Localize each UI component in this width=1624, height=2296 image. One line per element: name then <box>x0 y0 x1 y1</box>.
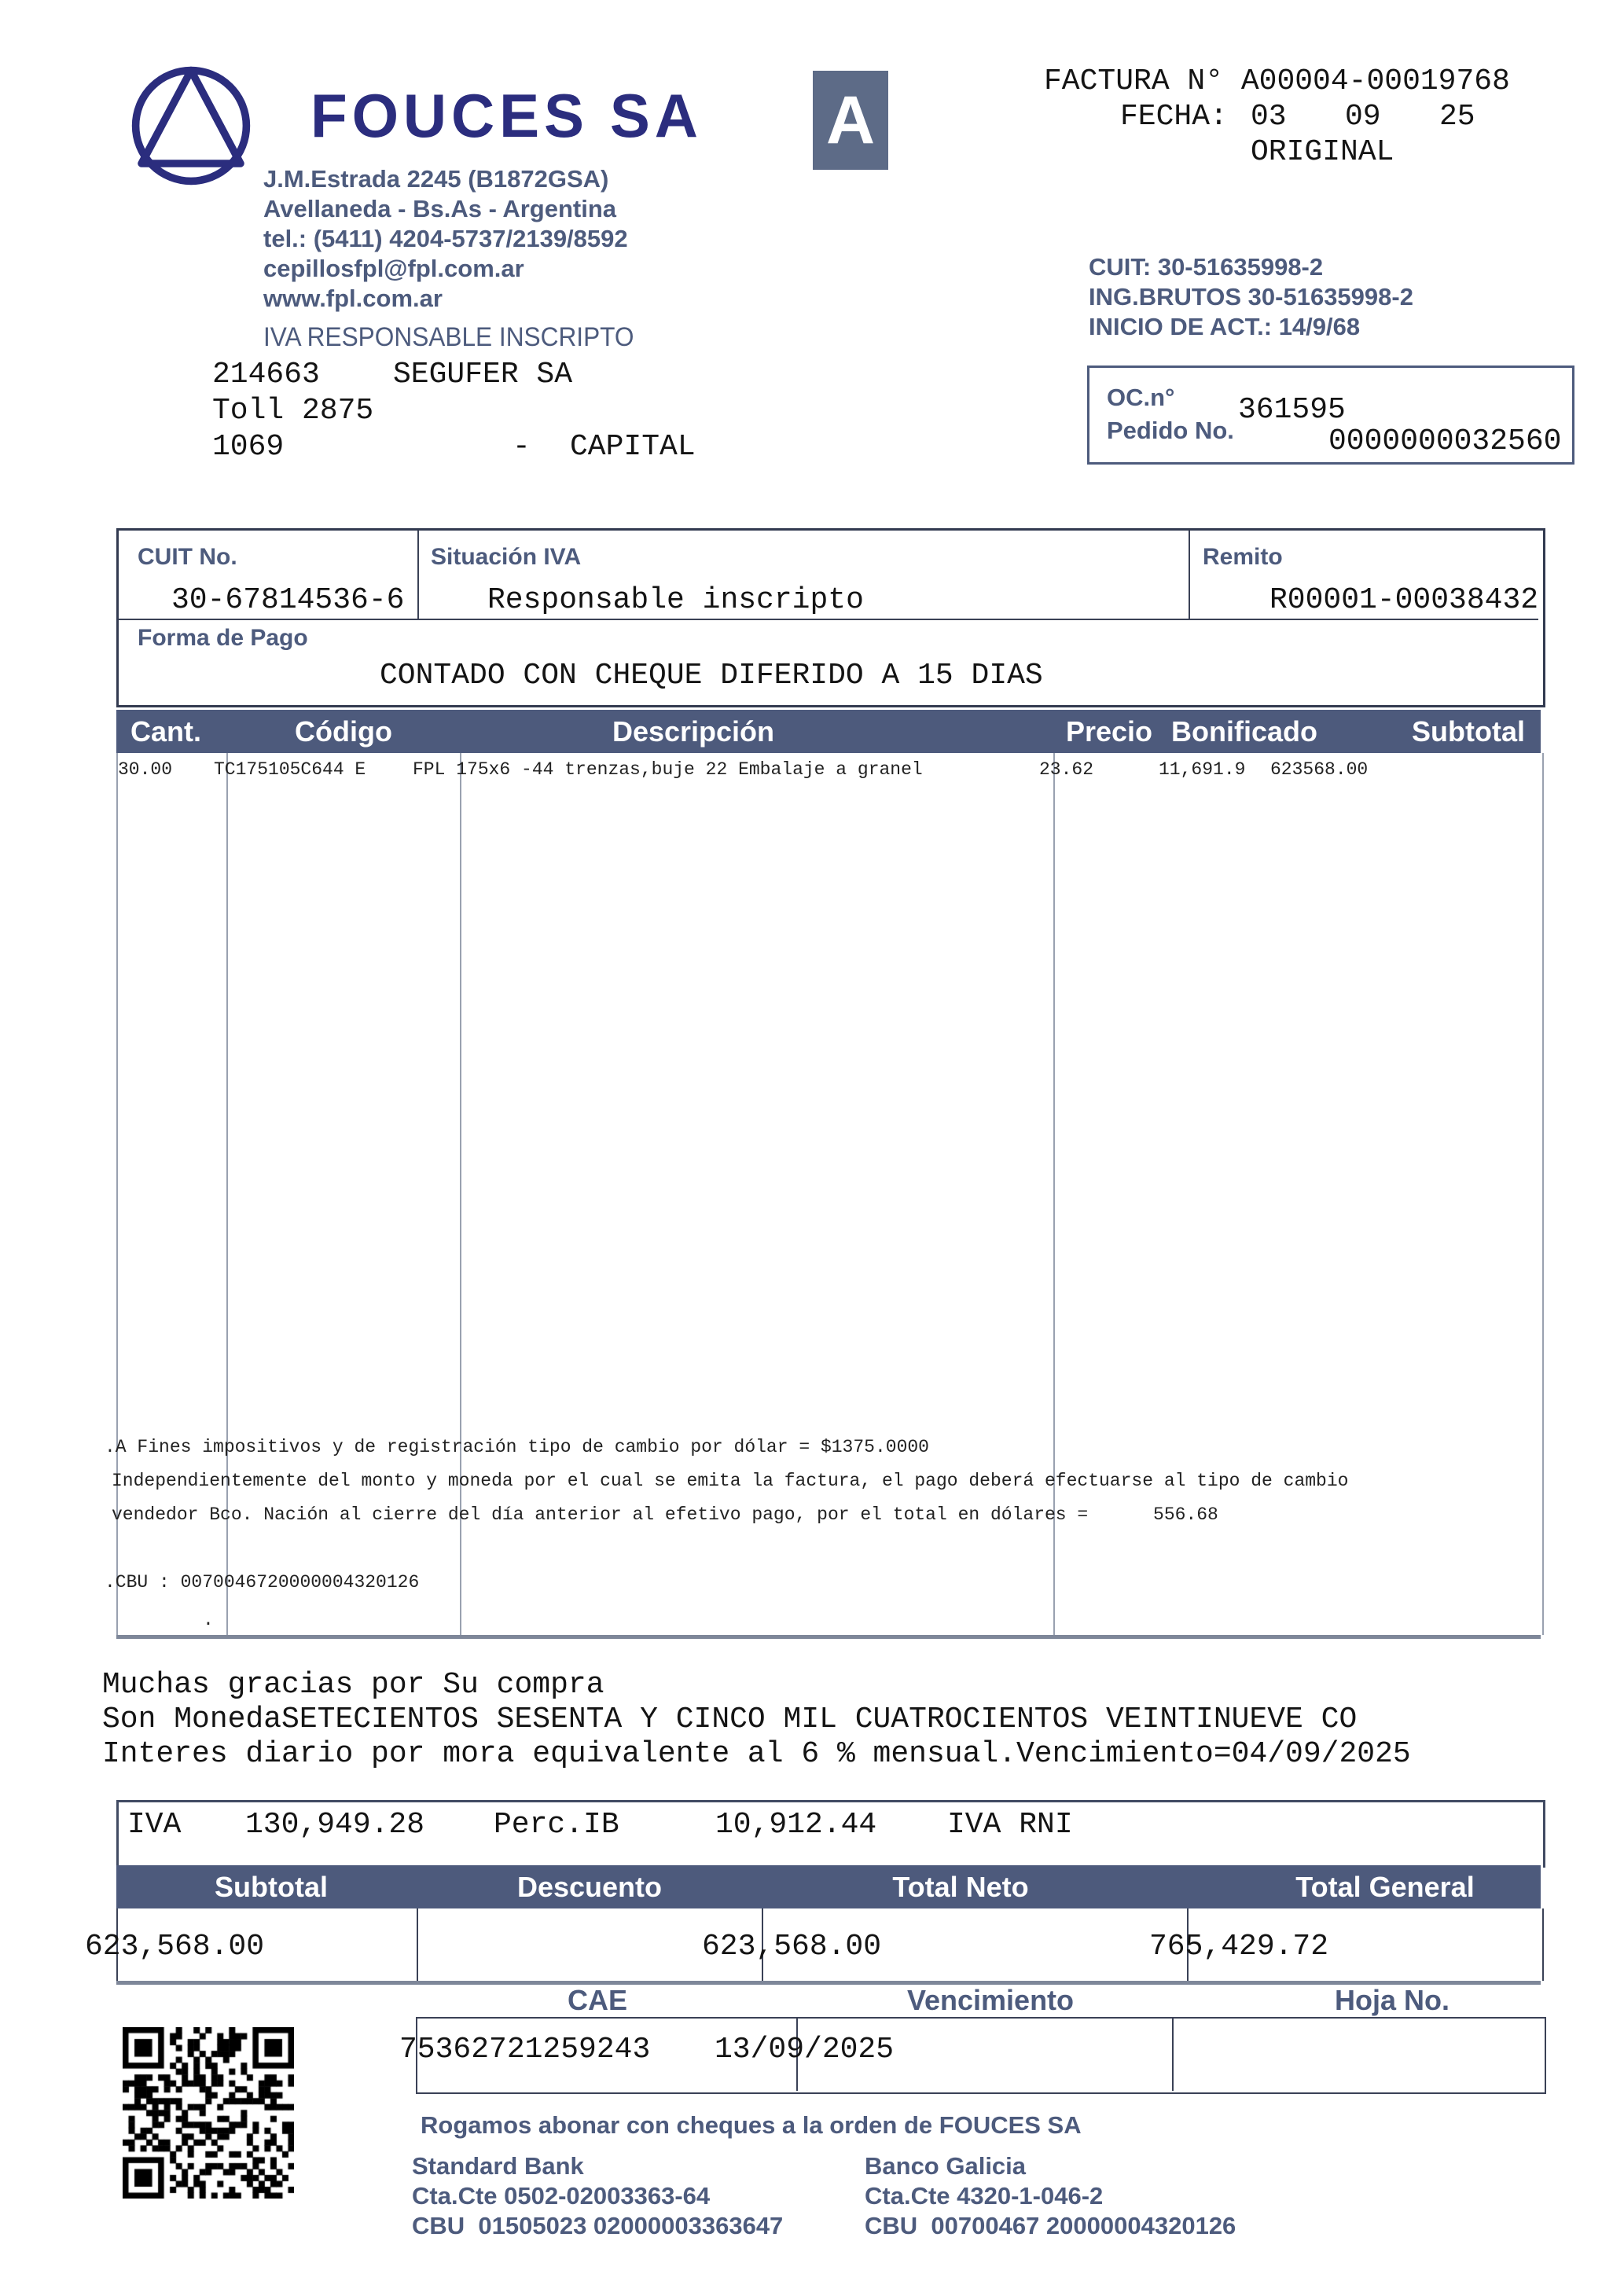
invoice-number-line: FACTURA N° A00004-00019768 <box>1044 64 1510 98</box>
cae-header: CAE <box>567 1984 628 2016</box>
company-ing-brutos-line: ING.BRUTOS 30-51635998-2 <box>1089 283 1413 310</box>
company-name: FOUCES SA <box>310 81 703 150</box>
pedido-label: Pedido No. <box>1107 417 1234 444</box>
customer-street: Toll 2875 <box>212 394 374 428</box>
iva-rni-label: IVA RNI <box>947 1808 1073 1842</box>
totals-bottom-border <box>116 1981 1541 1985</box>
items-header-cant: Cant. <box>130 715 201 748</box>
pay-note: Rogamos abonar con cheques a la orden de FOUCES SA <box>421 2111 1082 2139</box>
perc-ib-label: Perc.IB <box>494 1808 619 1842</box>
amount-in-words: Son MonedaSETECIENTOS SESENTA Y CINCO MIL CUATROCIENTOS VEINTINUEVE CO <box>102 1703 1358 1736</box>
vencimiento-value: 13/09/2025 <box>715 2033 895 2066</box>
remito-label: Remito <box>1203 544 1283 570</box>
note-payment-terms-1: Independientemente del monto y moneda por el cual se emita la factura, el pago deberá efectuarse al tipo de cambio <box>112 1471 1349 1491</box>
situacion-iva-label: Situación IVA <box>431 544 582 570</box>
qr-code <box>123 2027 294 2199</box>
note-exchange-rate: .A Fines impositivos y de registración tipo de cambio por dólar = $1375.0000 <box>105 1437 929 1457</box>
note-payment-terms-2: vendedor Bco. Nación al cierre del día anterior al efetivo pago, por el total en dólares = 556.68 <box>112 1504 1218 1525</box>
items-header-precio: Precio <box>1065 715 1153 748</box>
forma-de-pago-label: Forma de Pago <box>138 625 308 651</box>
cae-value: 75362721259243 <box>399 2033 651 2066</box>
info-table-divider <box>417 531 419 619</box>
totals-column-divider <box>417 1908 418 1981</box>
company-cuit-line: CUIT: 30-51635998-2 <box>1089 253 1324 281</box>
customer-zip: 1069 <box>212 430 285 464</box>
items-body-box <box>116 753 1544 1635</box>
bank-name: Banco Galicia <box>865 2152 1027 2180</box>
vencimiento-header: Vencimiento <box>906 1984 1075 2016</box>
invoice-date-label: FECHA: <box>1120 100 1228 134</box>
items-column-divider <box>226 753 228 1635</box>
hoja-no-header: Hoja No. <box>1334 1984 1450 2016</box>
bank-account: Cta.Cte 4320-1-046-2 <box>865 2182 1104 2210</box>
item-codigo: TC175105C644 E <box>214 759 366 780</box>
invoice-letter-badge: A <box>813 71 888 170</box>
item-cant: 30.00 <box>118 759 173 780</box>
item-descripcion: FPL 175x6 -44 trenzas,buje 22 Embalaje a granel <box>413 759 923 780</box>
customer-city: CAPITAL <box>570 430 696 464</box>
totals-header-subtotal: Subtotal <box>215 1871 328 1903</box>
bank-cbu: CBU 00700467 20000004320126 <box>865 2212 1236 2239</box>
iva-label: IVA <box>127 1808 182 1842</box>
items-bottom-border <box>116 1635 1541 1639</box>
totals-header-total-general: Total General <box>1295 1871 1475 1903</box>
invoice-date-year: 25 <box>1439 100 1475 134</box>
totals-total-general-value: 765,429.72 <box>1149 1930 1329 1964</box>
company-inicio-act-line: INICIO DE ACT.: 14/9/68 <box>1089 313 1361 340</box>
customer-code: 214663 <box>212 358 320 391</box>
note-dot: . <box>203 1610 214 1630</box>
items-column-divider <box>1053 753 1055 1635</box>
company-email-line: cepillosfpl@fpl.com.ar <box>263 255 524 282</box>
totals-total-neto-value: 623,568.00 <box>702 1930 882 1964</box>
totals-header-descuento: Descuento <box>516 1871 663 1903</box>
info-table-row-divider <box>119 619 1538 620</box>
cuit-no-label: CUIT No. <box>138 544 237 570</box>
logo-circle-triangle-icon <box>128 63 254 189</box>
invoice-copy-type: ORIGINAL <box>1251 135 1394 169</box>
company-address-line: Avellaneda - Bs.As - Argentina <box>263 195 617 222</box>
item-subtotal: 623568.00 <box>1270 759 1369 780</box>
invoice-date-day: 03 <box>1251 100 1287 134</box>
oc-value: 361595 <box>1238 393 1346 427</box>
customer-name: SEGUFER SA <box>393 358 573 391</box>
bank-account: Cta.Cte 0502-02003363-64 <box>412 2182 711 2210</box>
interest-notice: Interes diario por mora equivalente al 6 % mensual.Vencimiento=04/09/2025 <box>102 1737 1411 1771</box>
totals-subtotal-value: 623,568.00 <box>85 1930 265 1964</box>
pedido-value: 0000000032560 <box>1328 424 1562 458</box>
items-header-subtotal: Subtotal <box>1412 715 1525 748</box>
items-header-codigo: Código <box>295 715 392 748</box>
customer-separator: - <box>513 430 531 464</box>
cae-column-divider <box>1172 2017 1174 2091</box>
remito-value: R00001-00038432 <box>1269 583 1539 617</box>
items-header-descripcion: Descripción <box>612 715 775 748</box>
company-phone-line: tel.: (5411) 4204-5737/2139/8592 <box>263 225 628 252</box>
item-bonificado: 11,691.9 <box>1159 759 1246 780</box>
items-column-divider <box>460 753 461 1635</box>
bank-name: Standard Bank <box>412 2152 584 2180</box>
iva-value: 130,949.28 <box>245 1808 425 1842</box>
company-address-line: J.M.Estrada 2245 (B1872GSA) <box>263 165 609 193</box>
company-iva-status: IVA RESPONSABLE INSCRIPTO <box>263 322 634 352</box>
bank-cbu: CBU 01505023 02000003363647 <box>412 2212 784 2239</box>
company-website-line: www.fpl.com.ar <box>263 285 443 312</box>
oc-label: OC.n° <box>1107 384 1175 411</box>
cuit-no-value: 30-67814536-6 <box>171 583 405 617</box>
forma-de-pago-value: CONTADO CON CHEQUE DIFERIDO A 15 DIAS <box>380 659 1043 692</box>
info-table-divider <box>1189 531 1190 619</box>
note-cbu: .CBU : 0070046720000004320126 <box>105 1572 420 1593</box>
situacion-iva-value: Responsable inscripto <box>487 583 864 617</box>
item-precio: 23.62 <box>1039 759 1094 780</box>
invoice-date-month: 09 <box>1345 100 1381 134</box>
thanks-message: Muchas gracias por Su compra <box>102 1668 604 1702</box>
perc-ib-value: 10,912.44 <box>715 1808 877 1842</box>
items-header-bonificado: Bonificado <box>1171 715 1317 748</box>
totals-header-total-neto: Total Neto <box>892 1871 1029 1903</box>
